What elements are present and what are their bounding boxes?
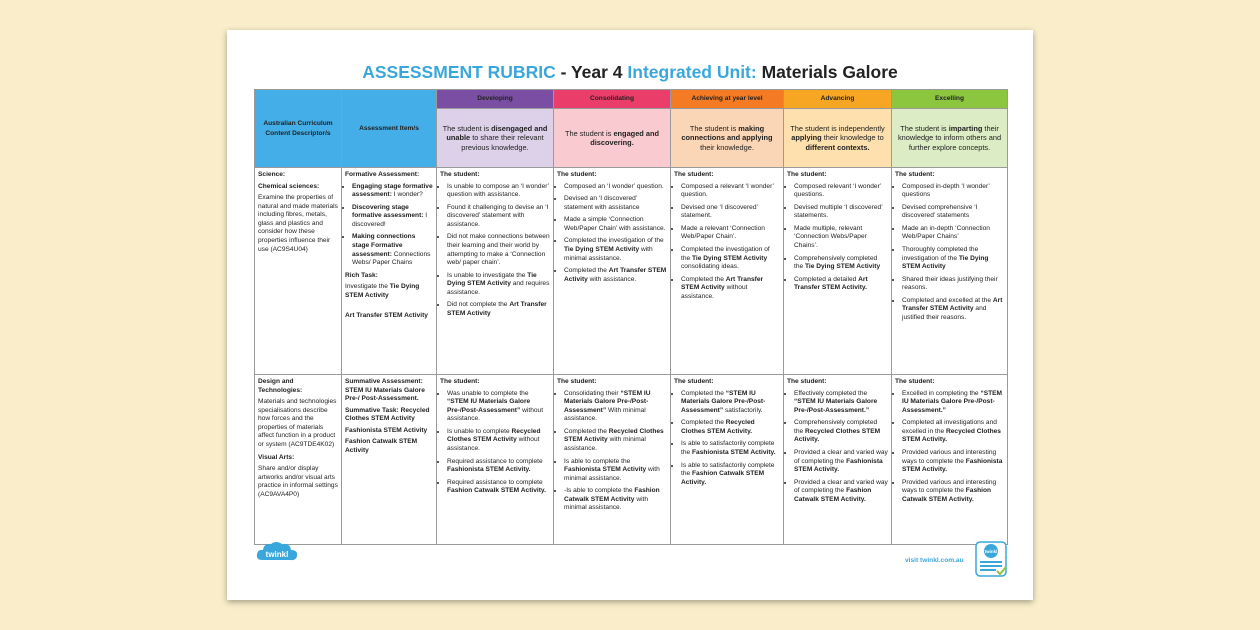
row2-developing: The student: • Was unable to complete the “STEM IU Materials Galore Pre-/Post-Assessment” without assistance. • Is unable to complete Recycled Clothes STEM Activity without assistance. • Required assistance to complete Fashionista STEM Activity. • Required assistance to complete Fashion Catwalk STEM Activity.	[437, 375, 554, 545]
art-transfer-text: Art Transfer STEM Activity	[345, 312, 428, 320]
row1-assessment-items	[342, 168, 437, 375]
design-tech-heading: Design and Technologies:	[258, 378, 303, 394]
list-item: • Composed relevant ‘I wonder’ questions.	[794, 183, 888, 200]
row1-descriptor	[255, 168, 342, 375]
list-item: • Completed a detailed Art Transfer STEM Activity.	[794, 276, 888, 293]
list-item: • Is unable to compose an ‘I wonder’ question with assistance.	[447, 183, 550, 200]
logo-text: twinkl	[265, 550, 289, 559]
level-desc-excelling: The student is imparting their knowledge to inform others and further explore concepts.	[892, 109, 1008, 168]
list-item: • Provided various and interesting ways to complete the Fashionista STEM Activity.	[902, 449, 1004, 475]
chemical-sciences-heading: Chemical sciences:	[258, 182, 320, 190]
rubric-table	[254, 89, 1008, 545]
row2-excelling: The student: • Excelled in completing the “STEM IU Materials Galore Pre-/Post-Assessment.” • Completed all investigations and excelled in the Recycled Clothes STEM Activity. • Provided various and interesting ways to complete the Fashionista STEM Activity. • Provided various and interesting ways to complete the Fashion Catwalk STEM Activity.	[892, 375, 1008, 545]
design-tech-text: Materials and technologies specialisations describe how forces and the properties of materials affect function in a product or system (AC9TDE4K02)	[258, 398, 337, 448]
visual-arts-heading: Visual Arts:	[258, 453, 295, 461]
list-item: • Engaging stage formative assessment: I wonder?	[352, 183, 433, 200]
list-item: • Is able to satisfactorily complete the Fashion Catwalk STEM Activity.	[681, 462, 780, 488]
list-item: • Composed a relevant ‘I wonder’ question.	[681, 183, 780, 200]
list-item: • Composed in-depth ‘I wonder’ questions	[902, 183, 1004, 200]
table-row	[255, 168, 1008, 375]
title-assessment-rubric: ASSESSMENT RUBRIC	[362, 62, 556, 82]
table-row	[255, 375, 1008, 545]
list-item: • Devised one ‘I discovered’ statement.	[681, 204, 780, 221]
title-integrated-unit: Integrated Unit:	[627, 62, 757, 82]
assessment-item-header: Assessment Item/s	[342, 90, 437, 168]
list-item: • Made a simple ‘Connection Web/Paper Chain’ with assistance.	[564, 216, 667, 233]
title-unit-name: Materials Galore	[756, 62, 898, 82]
level-header-achieving: Achieving at year level	[671, 90, 784, 109]
list-item: • Provided a clear and varied way of completing the Fashionista STEM Activity.	[794, 449, 888, 475]
level-desc-developing: The student is disengaged and unable to share their relevant previous knowledge.	[437, 109, 554, 168]
list-item: • Found it challenging to devise an ‘I discovered’ statement with assistance.	[447, 204, 550, 230]
list-item: • -Is able to complete the Fashion Catwalk STEM Activity with minimal assistance.	[564, 487, 667, 513]
row2-achieving: The student: • Completed the “STEM IU Materials Galore Pre-/Post-Assessment” satisfactorily. • Completed the Recycled Clothes STEM Activity. • Is able to satisfactorily complete the Fashionista STEM Activity. • Is able to satisfactorily complete the Fashion Catwalk STEM Activity.	[671, 375, 784, 545]
catwalk-text: Fashion Catwalk STEM Activity	[345, 438, 418, 454]
level-desc-achieving: The student is making connections and applying their knowledge.	[671, 109, 784, 168]
list-item: • Did not complete the Art Transfer STEM Activity	[447, 301, 550, 318]
list-item: • Completed the Art Transfer STEM Activity without assistance.	[681, 276, 780, 302]
list-item: • Excelled in completing the “STEM IU Materials Galore Pre-/Post-Assessment.”	[902, 390, 1004, 416]
level-header-consolidating: Consolidating	[554, 90, 671, 109]
level-header-developing: Developing	[437, 90, 554, 109]
list-item: • Composed an ‘I wonder’ question.	[564, 183, 667, 192]
row1-achieving: The student: • Composed a relevant ‘I wonder’ question. • Devised one ‘I discovered’ statement. • Made a relevant ‘Connection Web/Paper Chain’. • Completed the investigation of the Tie Dying STEM Activity consolidating ideas. • Completed the Art Transfer STEM Activity without assistance.	[671, 168, 784, 375]
list-item: • Comprehensively completed the Recycled Clothes STEM Activity.	[794, 419, 888, 445]
descriptor-header: Australian Curriculum Content Descriptor/s	[255, 90, 342, 168]
list-item: • Required assistance to complete Fashion Catwalk STEM Activity.	[447, 479, 550, 496]
quality-badge-icon	[974, 540, 1008, 578]
row1-excelling: The student: • Composed in-depth ‘I wonder’ questions • Devised comprehensive ‘I discovered’ statements • Made an in-depth ‘Connection Web/Paper Chains’ • Thoroughly completed the investigation of the Tie Dying STEM Activity • Shared their ideas justifying their reasons. • Completed and excelled at the Art Transfer STEM Activity and justified their reasons.	[892, 168, 1008, 375]
formative-list	[345, 183, 433, 268]
list-item: • Discovering stage formative assessment: I discovered!	[352, 204, 433, 230]
row1-consolidating: The student: • Composed an ‘I wonder’ question. • Devised an ‘I discovered’ statement with assistance • Made a simple ‘Connection Web/Paper Chain’ with assistance. • Completed the investigation of the Tie Dying STEM Activity with minimal assistance. • Completed the Art Transfer STEM Activity with assistance.	[554, 168, 671, 375]
list-item: • Completed the Recycled Clothes STEM Activity.	[681, 419, 780, 436]
list-item: • Made a relevant ‘Connection Web/Paper Chain’.	[681, 225, 780, 242]
badge-text: twinkl	[984, 549, 998, 554]
list-item: • Made multiple, relevant ‘Connection Webs/Paper Chains’.	[794, 225, 888, 251]
page-title	[227, 62, 1033, 83]
science-heading: Science:	[258, 171, 286, 178]
list-item: • Completed the investigation of the Tie Dying STEM Activity with minimal assistance.	[564, 237, 667, 263]
summative-assessment-text: Summative Assessment: STEM IU Materials Galore Pre-/ Post-Assessment.	[345, 378, 425, 403]
list-item: • Completed the Recycled Clothes STEM Activity with minimal assistance.	[564, 428, 667, 454]
row2-advancing: The student: • Effectively completed the “STEM IU Materials Galore Pre-/Post-Assessment.” • Comprehensively completed the Recycled Clothes STEM Activity. • Provided a clear and varied way of completing the Fashionista STEM Activity. • Provided a clear and varied way of completing the Fashion Catwalk STEM Activity.	[784, 375, 892, 545]
list-item: • Comprehensively completed the Tie Dying STEM Activity	[794, 255, 888, 272]
list-item: • Completed the Art Transfer STEM Activity with assistance.	[564, 267, 667, 284]
list-item: • Devised multiple ‘I discovered’ statements.	[794, 204, 888, 221]
list-item: • Effectively completed the “STEM IU Materials Galore Pre-/Post-Assessment.”	[794, 390, 888, 416]
summative-task-text: Summative Task: Recycled Clothes STEM Activity	[345, 406, 430, 423]
row2-assessment-items	[342, 375, 437, 545]
row2-descriptor	[255, 375, 342, 545]
fashionista-text: Fashionista STEM Activity	[345, 426, 428, 434]
footer-url-link[interactable]: visit twinkl.com.au	[905, 557, 964, 564]
list-item: • Thoroughly completed the investigation of the Tie Dying STEM Activity	[902, 246, 1004, 272]
list-item: • Is able to satisfactorily complete the Fashionista STEM Activity.	[681, 440, 780, 457]
list-item: • Devised comprehensive ‘I discovered’ statements	[902, 204, 1004, 221]
list-item: • Completed all investigations and excelled in the Recycled Clothes STEM Activity.	[902, 419, 1004, 445]
rich-task-heading: Rich Task:	[345, 271, 378, 279]
visual-arts-text: Share and/or display artworks and/or visual arts practice in informal settings (AC9AVA4P0)	[258, 465, 338, 498]
list-item: • Consolidating their “STEM IU Materials Galore Pre-/Post-Assessment” With minimal assistance.	[564, 390, 667, 424]
level-header-excelling: Excelling	[892, 90, 1008, 109]
row1-developing: The student: • Is unable to compose an ‘I wonder’ question with assistance. • Found it challenging to devise an ‘I discovered’ statement with assistance. • Did not make connections between their learning and their world by attempting to make a ‘Connection web/ paper chain’. • Is unable to investigate the Tie Dying STEM Activity and requires assistance. • Did not complete the Art Transfer STEM Activity	[437, 168, 554, 375]
list-item: • Provided a clear and varied way of completing the Fashion Catwalk STEM Activity.	[794, 479, 888, 505]
list-item: • Is unable to complete Recycled Clothes STEM Activity without assistance.	[447, 428, 550, 454]
list-item: • Completed the “STEM IU Materials Galore Pre-/Post-Assessment” satisfactorily.	[681, 390, 780, 416]
list-item: • Made an in-depth ‘Connection Web/Paper Chains’	[902, 225, 1004, 242]
formative-heading: Formative Assessment:	[345, 171, 420, 178]
list-item: • Devised an ‘I discovered’ statement with assistance	[564, 195, 667, 212]
row2-consolidating: The student: • Consolidating their “STEM IU Materials Galore Pre-/Post-Assessment” With minimal assistance. • Completed the Recycled Clothes STEM Activity with minimal assistance. • Is able to complete the Fashionista STEM Activity with minimal assistance. • -Is able to complete the Fashion Catwalk STEM Activity with minimal assistance.	[554, 375, 671, 545]
title-year: - Year 4	[555, 62, 628, 82]
level-header-advancing: Advancing	[784, 90, 892, 109]
header-row	[255, 90, 1008, 109]
list-item: • Shared their ideas justifying their reasons.	[902, 276, 1004, 293]
list-item: • Is unable to investigate the Tie Dying STEM Activity and requires assistance.	[447, 272, 550, 298]
list-item: • Required assistance to complete Fashionista STEM Activity.	[447, 458, 550, 475]
list-item: • Completed and excelled at the Art Transfer STEM Activity and justified their reasons.	[902, 297, 1004, 323]
list-item: • Was unable to complete the “STEM IU Materials Galore Pre-/Post-Assessment” without assistance.	[447, 390, 550, 424]
list-item: • Did not make connections between their learning and their world by attempting to make a ‘Connection web/ paper chain’.	[447, 233, 550, 267]
rich-task-text: Investigate the Tie Dying STEM Activity	[345, 283, 420, 299]
list-item: • Making connections stage Formative assessment: Connections Webs/ Paper Chains	[352, 233, 433, 267]
rubric-sheet	[227, 30, 1033, 600]
row1-advancing: The student: • Composed relevant ‘I wonder’ questions. • Devised multiple ‘I discovered’ statements. • Made multiple, relevant ‘Connection Webs/Paper Chains’. • Comprehensively completed the Tie Dying STEM Activity • Completed a detailed Art Transfer STEM Activity.	[784, 168, 892, 375]
level-desc-consolidating: The student is engaged and discovering.	[554, 109, 671, 168]
level-desc-advancing: The student is independently applying their knowledge to different contexts.	[784, 109, 892, 168]
list-item: • Is able to complete the Fashionista STEM Activity with minimal assistance.	[564, 458, 667, 484]
science-descriptor-text: Examine the properties of natural and made materials including fibres, metals, glass and plastics and consider how these properties influence their use (AC9S4U04)	[258, 194, 338, 253]
list-item: • Completed the investigation of the Tie Dying STEM Activity consolidating ideas.	[681, 246, 780, 272]
list-item: • Provided various and interesting ways to complete the Fashion Catwalk STEM Activity.	[902, 479, 1004, 505]
twinkl-logo[interactable]	[254, 538, 300, 568]
